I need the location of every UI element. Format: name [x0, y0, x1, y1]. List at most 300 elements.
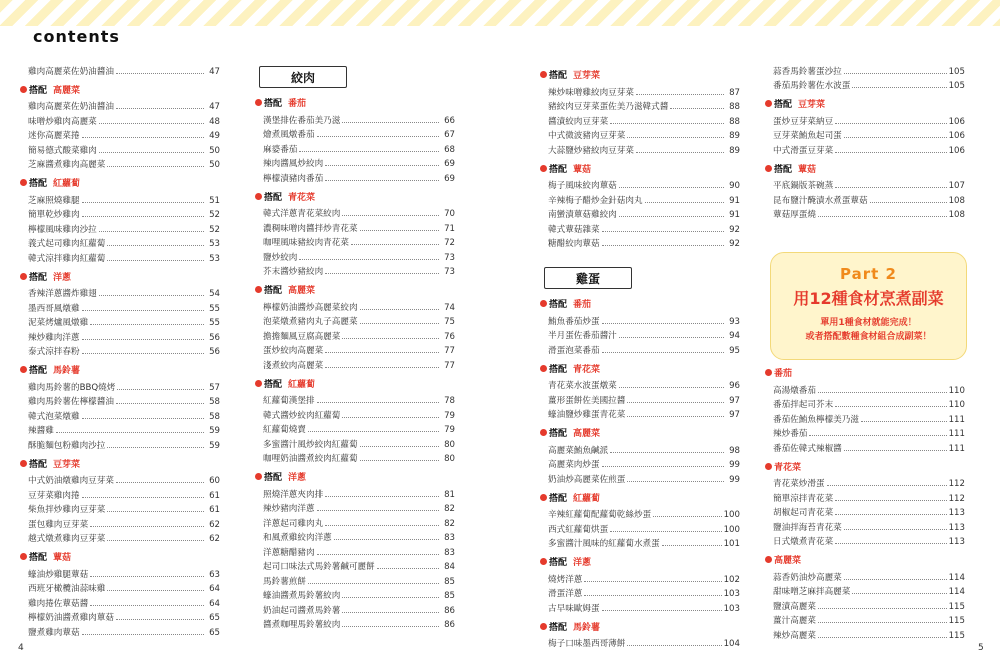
section-heading — [540, 160, 740, 177]
dot-leader — [360, 230, 439, 231]
toc-entry[interactable] — [765, 191, 965, 206]
dot-leader — [82, 418, 204, 419]
toc-entry[interactable] — [255, 140, 455, 155]
toc-entry[interactable] — [20, 249, 220, 264]
entry-title: 奶油起司醬煮馬鈴薯 — [263, 605, 341, 616]
toc-entry[interactable] — [540, 235, 740, 250]
section-category: 青花菜 — [288, 192, 316, 203]
toc-entry[interactable] — [20, 328, 220, 343]
section-category: 高麗菜 — [774, 556, 802, 566]
dot-leader — [818, 622, 947, 623]
dot-leader — [627, 402, 724, 403]
toc-entry[interactable] — [255, 616, 455, 631]
entry-page-number: 106 — [948, 145, 965, 156]
toc-entry[interactable] — [20, 472, 220, 487]
toc-entry[interactable] — [255, 169, 455, 184]
entry-page-number: 113 — [948, 508, 965, 518]
toc-entry[interactable] — [540, 535, 740, 550]
toc-entry[interactable] — [765, 626, 965, 641]
entry-page-number: 85 — [444, 591, 455, 601]
dot-leader — [308, 431, 439, 432]
toc-entry[interactable] — [20, 343, 220, 358]
entry-page-number: 79 — [444, 425, 455, 435]
toc-entry[interactable] — [255, 219, 455, 234]
entry-page-number: 55 — [209, 318, 220, 328]
toc-entry[interactable] — [540, 327, 740, 342]
dot-leader — [342, 612, 439, 613]
dot-leader — [619, 387, 724, 388]
bullet-dot-icon — [540, 623, 547, 630]
entry-page-number: 56 — [209, 332, 220, 343]
entry-title: 薑形蛋餅佐美國拉醬 — [548, 395, 626, 406]
section-prefix: 搭配 — [549, 429, 568, 439]
toc-entry[interactable] — [540, 112, 740, 127]
toc-entry[interactable] — [765, 612, 965, 627]
toc-entry[interactable] — [540, 599, 740, 614]
bullet-dot-icon — [540, 71, 547, 78]
section-category: 青花菜 — [774, 462, 802, 473]
dot-leader — [317, 554, 439, 555]
toc-entry[interactable] — [540, 456, 740, 471]
toc-entry[interactable] — [765, 410, 965, 425]
entry-title: 滑蛋泡菜番茄 — [548, 345, 600, 356]
section-prefix: 搭配 — [29, 553, 48, 563]
toc-entry[interactable] — [765, 489, 965, 504]
toc-entry[interactable] — [765, 177, 965, 192]
dot-leader — [844, 450, 947, 451]
toc-entry[interactable] — [765, 381, 965, 396]
section-heading — [540, 618, 740, 635]
toc-entry[interactable] — [20, 98, 220, 113]
entry-title: 高麗菜鮪魚鹹派 — [548, 445, 609, 456]
entry-page-number: 73 — [444, 267, 455, 277]
toc-entry[interactable] — [20, 565, 220, 580]
section-category: 高麗菜 — [53, 85, 81, 96]
toc-entry[interactable] — [255, 558, 455, 573]
section-heading — [765, 95, 965, 112]
dot-leader — [602, 231, 724, 232]
toc-entry[interactable] — [540, 312, 740, 327]
entry-title: 辣炒味噌雞絞肉豆芽菜 — [548, 87, 634, 98]
toc-entry[interactable] — [255, 500, 455, 515]
section-category: 番茄 — [288, 99, 307, 109]
toc-entry[interactable] — [20, 378, 220, 393]
toc-entry[interactable] — [20, 156, 220, 171]
toc-entry[interactable] — [20, 501, 220, 516]
toc-entry[interactable] — [255, 126, 455, 141]
entry-page-number: 91 — [729, 210, 740, 220]
entry-title: 古早味歐姆蛋 — [548, 603, 600, 614]
toc-entry[interactable] — [765, 475, 965, 490]
toc-entry[interactable] — [540, 83, 740, 98]
entry-page-number: 113 — [948, 522, 965, 533]
bullet-dot-icon — [20, 553, 27, 560]
entry-title: 咖哩奶油醬煮絞肉紅蘿蔔 — [263, 454, 358, 464]
entry-page-number: 65 — [209, 627, 220, 638]
entry-page-number: 89 — [729, 131, 740, 141]
section-category: 豆芽菜 — [53, 459, 81, 470]
toc-entry[interactable] — [255, 111, 455, 126]
dot-leader — [56, 432, 204, 433]
entry-page-number: 51 — [209, 195, 220, 206]
dot-leader — [308, 583, 439, 584]
toc-entry[interactable] — [540, 635, 740, 650]
section-heading — [20, 81, 220, 98]
entry-title: 雞肉馬鈴薯的BBQ燒烤 — [28, 382, 116, 393]
entry-title: 馬鈴薯煎餅 — [263, 576, 306, 587]
toc-entry[interactable] — [255, 601, 455, 616]
entry-page-number: 113 — [948, 537, 965, 547]
section-category: 豆芽菜 — [573, 71, 601, 81]
entry-page-number: 53 — [209, 239, 220, 249]
dot-leader — [360, 309, 439, 310]
entry-title: 青花菜炒滑蛋 — [773, 479, 825, 489]
entry-title: 泥菜烤爐風燉雞 — [28, 318, 89, 328]
entry-title: 紅蘿蔔燒賣 — [263, 425, 306, 435]
toc-column-1 — [20, 62, 220, 638]
entry-title: 梅子風味絞肉蕈菇 — [548, 181, 617, 191]
entry-page-number: 54 — [209, 289, 220, 299]
toc-entry[interactable] — [255, 392, 455, 407]
toc-entry[interactable] — [20, 609, 220, 624]
part-label: Part 2 — [840, 265, 897, 283]
dot-leader — [844, 579, 947, 580]
toc-entry[interactable] — [255, 298, 455, 313]
entry-page-number: 49 — [209, 131, 220, 141]
toc-entry[interactable] — [765, 425, 965, 440]
toc-entry[interactable] — [255, 342, 455, 357]
toc-entry[interactable] — [765, 127, 965, 142]
toc-entry[interactable] — [20, 235, 220, 250]
bullet-dot-icon — [255, 193, 262, 200]
toc-entry[interactable] — [540, 520, 740, 535]
entry-title: 檸檬風味雞肉沙拉 — [28, 224, 97, 235]
entry-page-number: 98 — [729, 445, 740, 456]
entry-page-number: 90 — [729, 181, 740, 191]
toc-entry[interactable] — [20, 314, 220, 329]
toc-entry[interactable] — [255, 327, 455, 342]
dot-leader — [117, 389, 204, 390]
section-heading — [540, 66, 740, 83]
toc-entry[interactable] — [540, 391, 740, 406]
entry-page-number: 91 — [729, 195, 740, 206]
toc-entry[interactable] — [540, 141, 740, 156]
dot-leader — [835, 152, 946, 153]
bullet-dot-icon — [765, 369, 772, 376]
toc-entry[interactable] — [540, 377, 740, 392]
toc-entry[interactable] — [540, 585, 740, 600]
entry-page-number: 77 — [444, 346, 455, 356]
dot-leader — [107, 511, 204, 512]
entry-title: 檸檬奶油醬煮雞肉蕈菇 — [28, 613, 114, 623]
section-heading — [540, 360, 740, 377]
entry-page-number: 83 — [444, 547, 455, 558]
toc-entry[interactable] — [255, 263, 455, 278]
section-category: 馬鈴薯 — [53, 366, 81, 376]
entry-page-number: 93 — [729, 316, 740, 327]
section-category: 洋蔥 — [288, 473, 307, 483]
dot-leader — [325, 496, 439, 497]
section-prefix: 搭配 — [549, 164, 568, 175]
dot-leader — [584, 581, 721, 582]
entry-page-number: 64 — [209, 584, 220, 594]
dot-leader — [360, 460, 439, 461]
entry-title: 照燒洋蔥夾肉排 — [263, 489, 324, 500]
entry-title: 薑汁高麗菜 — [773, 616, 816, 626]
toc-entry[interactable] — [255, 205, 455, 220]
entry-title: 檸檬奶油醬炒高麗菜絞肉 — [263, 302, 358, 313]
entry-title: 起司口味法式馬鈴薯鹹可麗餅 — [263, 562, 375, 572]
toc-entry[interactable] — [765, 141, 965, 156]
toc-entry[interactable] — [765, 504, 965, 519]
toc-entry[interactable] — [540, 220, 740, 235]
section-heading — [540, 424, 740, 441]
section-category: 蕈菇 — [53, 553, 72, 563]
bullet-dot-icon — [255, 286, 262, 293]
entry-title: 芥末醬炒豬絞肉 — [263, 267, 324, 277]
entry-page-number: 59 — [209, 426, 220, 436]
section-category: 紅蘿蔔 — [53, 179, 81, 189]
dot-leader — [107, 447, 204, 448]
entry-title: 韓式涼拌雞肉紅蘿蔔 — [28, 253, 106, 264]
dot-leader — [107, 260, 204, 261]
dot-leader — [90, 576, 204, 577]
toc-entry[interactable] — [20, 393, 220, 408]
entry-title: 胡椒起司青花菜 — [773, 508, 834, 518]
dot-leader — [90, 324, 204, 325]
bullet-dot-icon — [20, 273, 27, 280]
bullet-dot-icon — [20, 460, 27, 467]
dot-leader — [377, 568, 439, 569]
bullet-dot-icon — [765, 165, 772, 172]
toc-entry[interactable] — [20, 623, 220, 638]
toc-entry[interactable] — [765, 439, 965, 454]
toc-entry[interactable] — [255, 234, 455, 249]
entry-title: 越式燉煮雞肉豆芽菜 — [28, 534, 106, 544]
toc-entry[interactable] — [20, 436, 220, 451]
section-heading — [765, 551, 965, 568]
entry-title: 迷你高麗菜捲 — [28, 131, 80, 141]
section-prefix: 搭配 — [549, 364, 568, 375]
toc-entry[interactable] — [20, 220, 220, 235]
dot-leader — [317, 136, 439, 137]
entry-title: 蠔油醬煮馬鈴薯絞肉 — [263, 591, 341, 601]
dot-leader — [342, 215, 439, 216]
toc-entry[interactable] — [540, 406, 740, 421]
toc-entry[interactable] — [20, 422, 220, 437]
dot-leader — [861, 421, 947, 422]
toc-entry[interactable] — [20, 127, 220, 142]
toc-entry[interactable] — [20, 191, 220, 206]
toc-entry[interactable] — [765, 77, 965, 92]
entry-page-number: 82 — [444, 518, 455, 529]
section-heading — [20, 548, 220, 565]
toc-entry[interactable] — [255, 356, 455, 371]
entry-title: 雞肉捲佐蕈菇醬 — [28, 598, 89, 609]
entry-title: 辣炒豬肉洋蔥 — [263, 504, 315, 514]
toc-entry[interactable] — [765, 396, 965, 411]
entry-page-number: 86 — [444, 620, 455, 630]
dot-leader — [636, 94, 724, 95]
toc-entry[interactable] — [540, 506, 740, 521]
entry-title: 雞肉高麗菜佐奶油醬油 — [28, 66, 114, 77]
dot-leader — [818, 608, 947, 609]
entry-page-number: 103 — [723, 589, 740, 599]
toc-entry[interactable] — [765, 112, 965, 127]
entry-title: 淺煮絞肉高麗菜 — [263, 360, 324, 371]
section-prefix: 搭配 — [549, 493, 568, 504]
toc-entry[interactable] — [765, 568, 965, 583]
dot-leader — [342, 597, 439, 598]
toc-entry[interactable] — [765, 533, 965, 548]
toc-entry[interactable] — [255, 313, 455, 328]
dot-leader — [82, 634, 204, 635]
toc-entry[interactable] — [765, 518, 965, 533]
part-banner — [770, 252, 967, 360]
toc-entry[interactable] — [20, 285, 220, 300]
dot-leader — [90, 605, 204, 606]
toc-entry[interactable] — [540, 570, 740, 585]
entry-page-number: 52 — [209, 210, 220, 220]
entry-title: 辣醬雞 — [28, 426, 54, 436]
toc-entry[interactable] — [255, 155, 455, 170]
section-prefix: 搭配 — [29, 85, 48, 96]
entry-title: 韓式洋蔥青花菜絞肉 — [263, 209, 341, 219]
toc-entry[interactable] — [255, 587, 455, 602]
toc-entry[interactable] — [20, 407, 220, 422]
dot-leader — [82, 497, 204, 498]
dot-leader — [116, 482, 204, 483]
entry-page-number: 94 — [729, 331, 740, 341]
entry-page-number: 52 — [209, 224, 220, 235]
entry-page-number: 66 — [444, 115, 455, 126]
toc-entry[interactable] — [540, 441, 740, 456]
toc-entry[interactable] — [765, 206, 965, 221]
section-prefix: 搭配 — [549, 300, 568, 310]
toc-entry[interactable] — [20, 112, 220, 127]
toc-entry[interactable] — [20, 594, 220, 609]
dot-leader — [602, 610, 722, 611]
entry-page-number: 48 — [209, 116, 220, 127]
entry-title: 蠔油炒雞腿蕈菇 — [28, 569, 89, 580]
dot-leader — [602, 466, 724, 467]
entry-page-number: 64 — [209, 598, 220, 609]
bullet-dot-icon — [20, 366, 27, 373]
section-prefix: 搭配 — [29, 272, 48, 283]
toc-entry[interactable] — [255, 485, 455, 500]
dot-leader — [818, 637, 947, 638]
entry-title: 泡菜燉煮豬肉丸子高麗菜 — [263, 317, 358, 327]
toc-entry[interactable] — [540, 206, 740, 221]
dot-leader — [619, 216, 724, 217]
entry-title: 高麗菜肉炒蛋 — [548, 460, 600, 470]
entry-page-number: 92 — [729, 224, 740, 235]
dot-leader — [99, 123, 204, 124]
toc-entry[interactable] — [765, 583, 965, 598]
dot-leader — [844, 137, 947, 138]
entry-page-number: 59 — [209, 440, 220, 451]
dot-leader — [325, 180, 439, 181]
toc-entry[interactable] — [540, 98, 740, 113]
toc-entry[interactable] — [255, 248, 455, 263]
entry-title: 燒烤洋蔥 — [548, 574, 583, 585]
dot-leader — [653, 516, 721, 517]
toc-entry[interactable] — [20, 580, 220, 595]
toc-entry[interactable] — [20, 530, 220, 545]
entry-page-number: 105 — [948, 81, 965, 91]
dot-leader — [809, 435, 946, 436]
section-category: 高麗菜 — [573, 429, 601, 439]
entry-title: 辣炒番茄 — [773, 429, 808, 439]
toc-entry[interactable] — [765, 597, 965, 612]
entry-title: 豆芽菜雞肉捲 — [28, 490, 80, 501]
entry-page-number: 58 — [209, 397, 220, 407]
toc-entry[interactable] — [255, 435, 455, 450]
bullet-dot-icon — [540, 429, 547, 436]
dot-leader — [636, 152, 724, 153]
toc-entry[interactable] — [540, 177, 740, 192]
section-prefix: 搭配 — [264, 286, 283, 296]
toc-entry[interactable] — [20, 299, 220, 314]
entry-title: 韓式醬炒絞肉紅蘿蔔 — [263, 410, 341, 421]
toc-entry[interactable] — [540, 191, 740, 206]
entry-page-number: 63 — [209, 569, 220, 580]
toc-entry[interactable] — [540, 127, 740, 142]
entry-title: 簡單涼拌青花菜 — [773, 493, 834, 504]
toc-entry[interactable] — [765, 62, 965, 77]
toc-entry[interactable] — [20, 515, 220, 530]
toc-entry[interactable] — [255, 529, 455, 544]
entry-title: 中式微波豬肉豆芽菜 — [548, 131, 626, 141]
section-heading — [20, 174, 220, 191]
toc-entry[interactable] — [20, 141, 220, 156]
toc-entry[interactable] — [540, 470, 740, 485]
toc-entry[interactable] — [20, 206, 220, 221]
dot-leader — [602, 323, 724, 324]
entry-title: 鹽漬高麗菜 — [773, 601, 816, 612]
toc-entry[interactable] — [540, 341, 740, 356]
toc-entry[interactable] — [20, 62, 220, 77]
dot-leader — [627, 481, 724, 482]
bullet-dot-icon — [255, 99, 262, 106]
entry-title: 芝麻照燒雞腿 — [28, 195, 80, 206]
toc-entry[interactable] — [255, 514, 455, 529]
entry-title: 蠔油鹽炒雞蛋青花菜 — [548, 410, 626, 420]
entry-title: 鮪魚番茄炒蛋 — [548, 316, 600, 327]
toc-entry[interactable] — [255, 572, 455, 587]
bullet-dot-icon — [540, 365, 547, 372]
dot-leader — [619, 187, 724, 188]
section-category: 紅蘿蔔 — [288, 379, 316, 390]
toc-entry[interactable] — [255, 421, 455, 436]
entry-title: 洋蔥起司雞肉丸 — [263, 518, 324, 529]
dot-leader — [351, 244, 439, 245]
entry-title: 糖醋絞肉蕈菇 — [548, 239, 600, 249]
dot-leader — [82, 353, 204, 354]
toc-entry[interactable] — [255, 543, 455, 558]
entry-page-number: 114 — [948, 572, 965, 583]
toc-entry[interactable] — [255, 406, 455, 421]
dot-leader — [852, 87, 946, 88]
entry-title: 蕈菇厚蛋燒 — [773, 210, 816, 220]
entry-page-number: 58 — [209, 411, 220, 422]
toc-entry[interactable] — [255, 450, 455, 465]
entry-page-number: 108 — [948, 210, 965, 220]
entry-page-number: 47 — [209, 66, 220, 77]
entry-page-number: 101 — [723, 539, 740, 549]
section-heading — [765, 160, 965, 177]
toc-entry[interactable] — [20, 486, 220, 501]
